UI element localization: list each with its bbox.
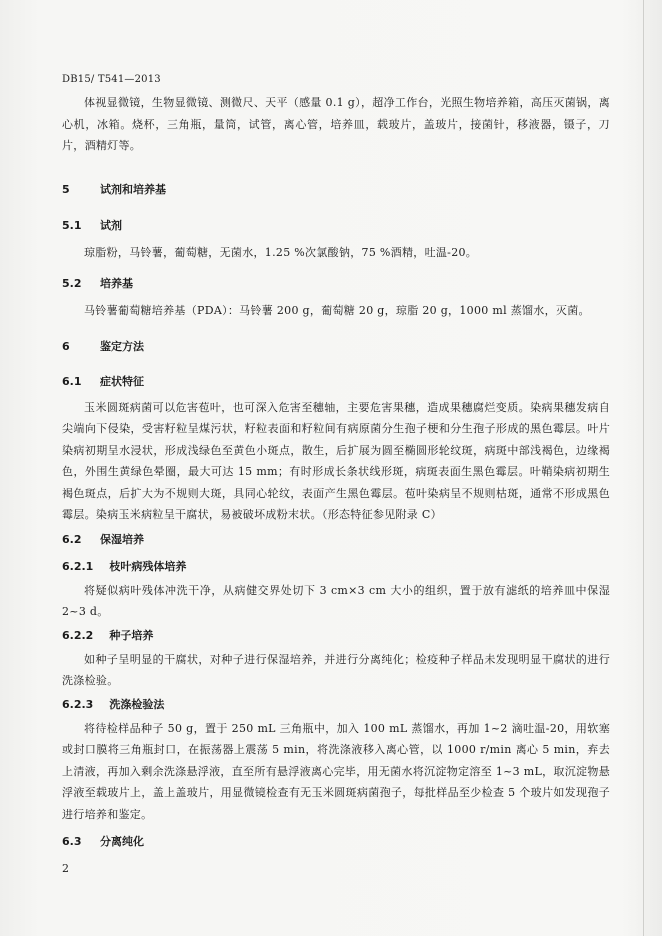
section-6-2-2-heading [62,627,610,643]
washing-test-paragraph: 将待检样品种子 50 g，置于 250 mL 三角瓶中，加入 100 mL 蒸馏水，再加 1~2 滴吐温-20，用软塞或封口膜将三角瓶封口，在振荡器上震荡 5 min，将洗涤液移入离心管，以 1000 r/min 离心 5 min，弃去上清液，再加入剩余洗涤悬浮液，直至所有悬浮液离心完毕，用无菌水将沉淀物定溶至 1~3 mL，取沉淀物悬浮液至载玻片上，盖上盖玻片，用显微镜检查有无玉米圆斑病菌孢子，每批样品至少检查 5 个玻片如发现孢子进行培养和鉴定。 [62,721,610,821]
seed-culture-paragraph: 如种子呈明显的干腐状，对种子进行保湿培养，并进行分离纯化；检疫种子样品未发现明显干腐状的进行洗涤检验。 [62,652,610,687]
section-number: 5.1 [62,218,82,232]
section-6-2-3-heading [62,696,610,712]
section-5-heading [62,181,610,197]
section-number: 6.2.1 [62,559,94,573]
section-number: 6.3 [62,835,82,848]
section-5-2-heading [62,275,610,291]
section-number: 6 [62,339,70,353]
section-number: 5.2 [62,277,82,290]
section-6-2-1-heading [62,558,610,574]
section-number: 6.1 [62,374,82,388]
section-title: 症状特征 [100,374,144,388]
leaf-culture-paragraph: 将疑似病叶残体冲洗干净，从病健交界处切下 3 cm×3 cm 大小的组织，置于放有滤纸的培养皿中保湿 2~3 d。 [62,583,610,618]
section-number: 5 [62,182,70,196]
document-code: DB15/ T541—2013 [62,74,161,85]
medium-paragraph: 马铃薯葡萄糖培养基（PDA）：马铃薯 200 g，葡萄糖 20 g，琼脂 20 g，1000 ml 蒸馏水，灭菌。 [84,304,590,317]
section-number: 6.2.2 [62,628,94,642]
section-title: 鉴定方法 [100,339,144,353]
section-6-3-heading [62,833,610,849]
equipment-paragraph: 体视显微镜，生物显微镜、测微尺、天平（感量 0.1 g），超净工作台，光照生物培养箱，高压灭菌锅，离心机，冰箱。烧杯，三角瓶，量筒，试管，离心管，培养皿，载玻片，盖玻片，接菌针，移液器，镊子，刀片，酒精灯等。 [62,96,610,152]
section-6-2-heading [62,531,610,547]
section-6-1-heading [62,373,610,389]
symptoms-paragraph: 玉米圆斑病菌可以危害苞叶，也可深入危害至穗轴，主要危害果穗，造成果穗腐烂变质。染病果穗发病自尖端向下侵染，受害籽粒呈煤污状，籽粒表面和籽粒间有病原菌分生孢子梗和分生孢子形成的黑色霉层。叶片染病初期呈水浸状，形成浅绿色至黄色小斑点，散生，后扩展为圆至椭圆形轮纹斑，病斑中部浅褐色，边缘褐色，外围生黄绿色晕圈，最大可达 15 mm；有时形成长条状线形斑，病斑表面生黑色霉层。叶鞘染病初期生褐色斑点，后扩大为不规则大斑，具同心轮纹，表面产生黑色霉层。苞叶染病呈不规则枯斑，通常不形成黑色霉层。染病玉米病粒呈干腐状，易被破坏成粉末状。（形态特征参见附录 C） [62,400,610,521]
section-number: 6.2.3 [62,697,94,711]
section-title: 洗涤检验法 [109,697,165,711]
section-title: 保湿培养 [100,532,144,546]
section-6-heading [62,338,610,354]
section-title: 试剂 [100,218,122,232]
section-title: 培养基 [100,277,133,290]
scan-edge-line [643,0,644,936]
reagents-paragraph: 琼脂粉，马铃薯，葡萄糖，无菌水，1.25 %次氯酸钠，75 %酒精，吐温-20。 [84,245,478,259]
section-number: 6.2 [62,532,82,546]
section-5-1-heading [62,217,610,233]
section-title: 分离纯化 [100,835,144,848]
section-title: 种子培养 [109,628,154,642]
section-title: 试剂和培养基 [100,182,166,196]
page-number: 2 [62,862,69,875]
document-body [62,92,610,849]
section-title: 枝叶病残体培养 [109,559,187,573]
